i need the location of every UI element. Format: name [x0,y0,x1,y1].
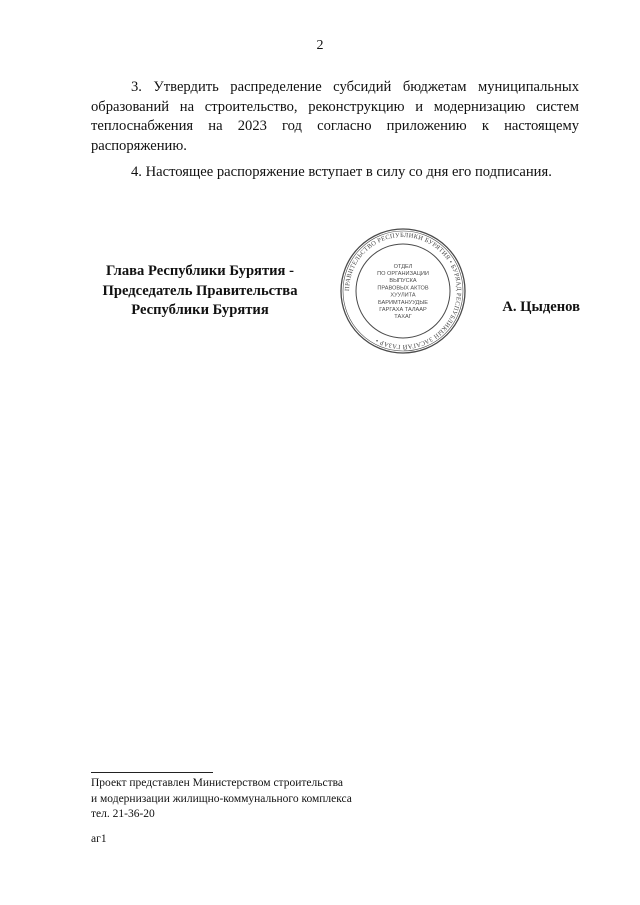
seal-inner-text-line: ГАРГАХА ТАЛААР [379,307,427,313]
document-code: аг1 [91,833,107,845]
footnote-line: тел. 21-36-20 [91,808,155,820]
footnote-line: и модернизации жилищно-коммунального комплекса [91,792,352,805]
signatory-title [80,262,320,321]
svg-text:ПРАВИТЕЛЬСТВО РЕСПУБЛИКИ БУРЯТ [344,232,462,351]
page-number: 2 [316,38,324,53]
paragraph-item-3: 3. Утвердить распределение субсидий бюджетам муниципальных образований на строительство, реконструкцию и модернизацию систем теплоснабжения на 2023 год согласно приложению к настоящему распоряжению. [91,79,579,154]
seal-inner-text-line: ХУУЛИТА [390,292,416,299]
footnote-divider [91,772,213,773]
seal-inner-text-line: ВЫПУСКА [389,278,417,285]
signatory-title-line: Республики Бурятия [131,302,269,318]
footnote-line: Проект представлен Министерством строительства [91,777,344,789]
seal-inner-text-line: ПО ОРГАНИЗАЦИИ [377,271,429,277]
signatory-name: А. Цыденов [502,299,580,315]
paragraph-item-4: 4. Настоящее распоряжение вступает в силу со дня его подписания. [131,164,552,180]
seal-inner-text-line: ОТДЕЛ [393,263,413,270]
official-seal-stamp [338,226,468,356]
seal-outer-text: ПРАВИТЕЛЬСТВО РЕСПУБЛИКИ БУРЯТИЯ • БУРЯАД РЕСПУБЛИКЫН ЗАСАГАЙ ГАЗАР • [343,231,463,351]
seal-inner-text-line: ТАХАГ [394,314,412,321]
seal-inner-text-line: ПРАВОВЫХ АКТОВ [377,285,429,292]
seal-inner-text-line: БАРИМТАНУУДЫЕ [377,299,429,306]
footnote [91,776,352,823]
signatory-title-line: Глава Республики Бурятия - [106,263,294,279]
signatory-title-line: Председатель Правительства [102,282,298,299]
